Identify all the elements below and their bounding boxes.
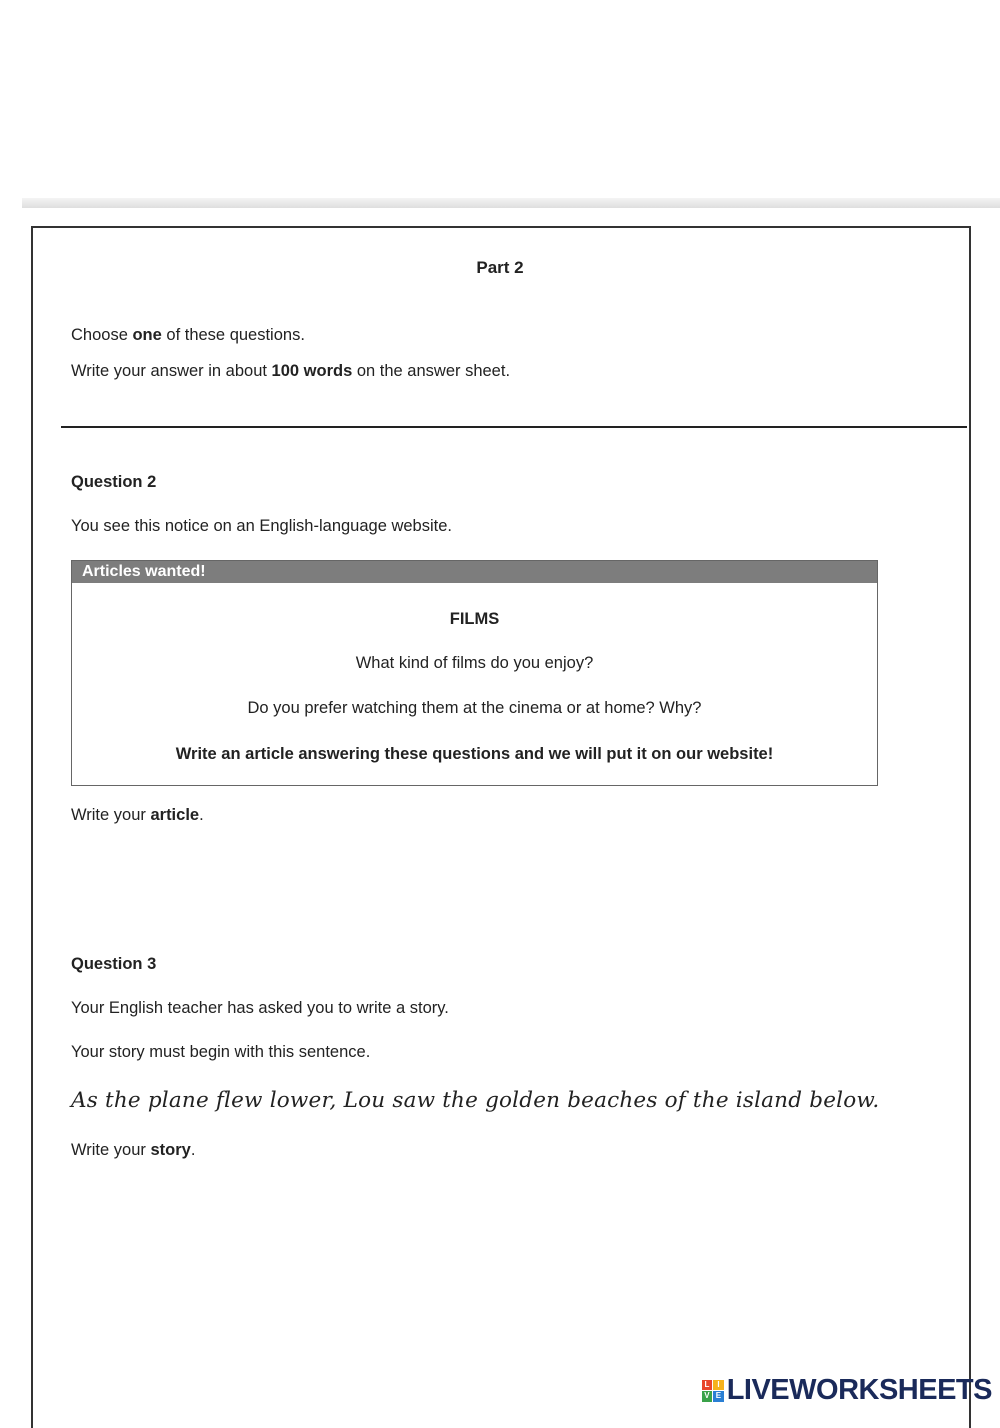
question-2-intro: You see this notice on an English-language website. — [71, 517, 452, 535]
question-3-task-emphasis: story — [150, 1141, 191, 1159]
logo-tile-v: V — [702, 1391, 713, 1402]
question-2-title: Question 2 — [71, 473, 157, 491]
instruction-emphasis-one: one — [132, 326, 162, 344]
section-divider — [61, 426, 967, 428]
notice-box — [71, 560, 878, 786]
question-2-task-emphasis: article — [150, 806, 200, 824]
question-2-task: Write your article. — [71, 806, 204, 824]
logo-tile-e: E — [713, 1391, 724, 1402]
story-opening-sentence: As the plane flew lower, Lou saw the golden beaches of the island below. — [71, 1088, 880, 1113]
instruction-line-1: Choose one of these questions. — [71, 326, 305, 344]
part-title: Part 2 — [476, 258, 524, 277]
question-3-task: Write your story. — [71, 1141, 196, 1159]
notice-question-2: Do you prefer watching them at the cinema or at home? Why? — [247, 699, 702, 717]
page-frame — [31, 226, 971, 1428]
liveworksheets-logo-icon — [702, 1380, 724, 1402]
logo-tile-i: I — [713, 1380, 724, 1391]
liveworksheets-logo-text: LIVEWORKSHEETS — [726, 1374, 992, 1406]
notice-question-1: What kind of films do you enjoy? — [355, 654, 594, 672]
liveworksheets-logo — [702, 1374, 992, 1407]
question-3-title: Question 3 — [71, 955, 157, 973]
logo-tile-l: L — [702, 1380, 713, 1391]
notice-header: Articles wanted! — [72, 561, 877, 583]
instruction-emphasis-word-count: 100 words — [271, 362, 353, 380]
notice-call-to-action: Write an article answering these questions and we will put it on our website! — [175, 745, 774, 763]
question-3-intro-1: Your English teacher has asked you to write a story. — [71, 999, 449, 1017]
instruction-line-2: Write your answer in about 100 words on the answer sheet. — [71, 362, 511, 380]
page-top-shadow — [22, 198, 1000, 208]
notice-heading: FILMS — [449, 610, 500, 628]
question-3-intro-2: Your story must begin with this sentence. — [71, 1043, 371, 1061]
